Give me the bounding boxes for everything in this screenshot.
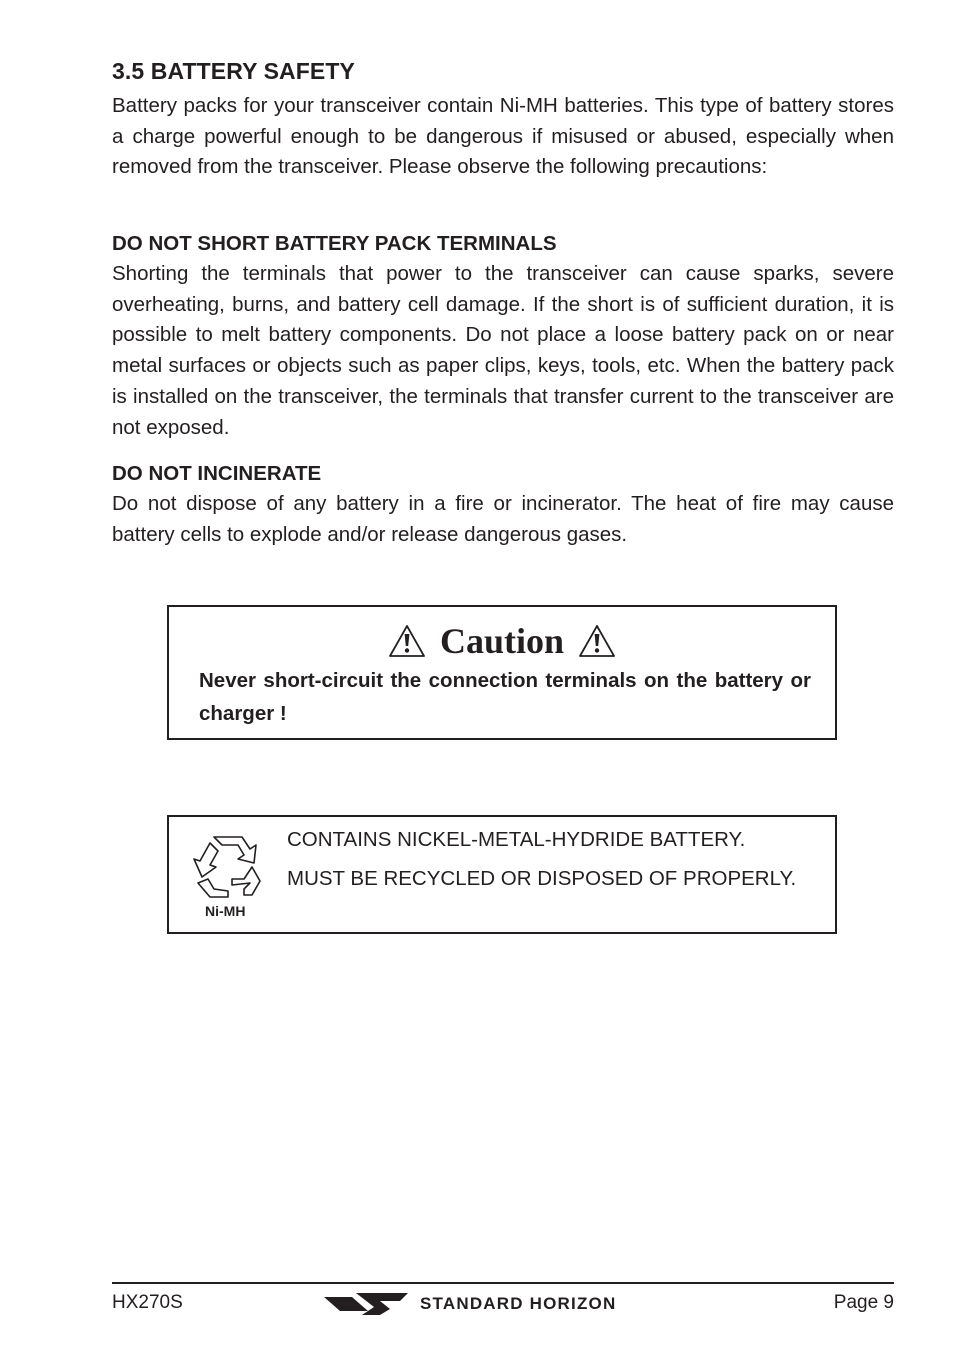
footer-rule: [112, 1282, 894, 1284]
caution-text: Never short-circuit the connection terminals on the battery or charger !: [199, 669, 811, 725]
intro-paragraph: Battery packs for your transceiver contain Ni-MH batteries. This type of battery stores a charge powerful enough to be dangerous if misused or abused, especially when removed from the transceiver. Please observe the following precautions:: [112, 94, 894, 179]
recycle-notice-box: [167, 815, 837, 934]
caution-title: Caution: [439, 621, 565, 661]
page-number: Page 9: [833, 1292, 894, 1313]
warning-triangle-icon: [578, 624, 616, 658]
section-title: 3.5 BATTERY SAFETY: [112, 58, 355, 84]
incinerate-heading: DO NOT INCINERATE: [112, 462, 322, 485]
brand-logo: [322, 1290, 616, 1318]
brand-name: STANDARD HORIZON: [420, 1294, 617, 1313]
short-terminals-paragraph: Shorting the terminals that power to the transceiver can cause sparks, severe overheating, burns, and battery cell damage. If the short is of sufficient duration, it is possible to melt battery components. Do not place a loose battery pack on or near metal surfaces or objects such as paper clips, keys, tools, etc. When the battery pack is installed on the transceiver, the terminals that transfer current to the transceiver are not exposed.: [112, 262, 894, 439]
caution-title-row: [169, 621, 835, 661]
recycle-line-2: MUST BE RECYCLED OR DISPOSED OF PROPERLY.: [287, 867, 797, 890]
warning-triangle-icon: [388, 624, 426, 658]
incinerate-paragraph: Do not dispose of any battery in a fire or incinerator. The heat of fire may cause battery cells to explode and/or release dangerous gases.: [112, 492, 894, 546]
recycle-icon: [192, 833, 264, 899]
recycle-line-1: CONTAINS NICKEL-METAL-HYDRIDE BATTERY.: [287, 828, 746, 851]
footer-model: HX270S: [112, 1292, 183, 1313]
short-terminals-heading: DO NOT SHORT BATTERY PACK TERMINALS: [112, 232, 557, 255]
caution-box: [167, 605, 837, 740]
brand-mark-icon: [322, 1291, 410, 1317]
recycle-label: Ni-MH: [205, 903, 246, 919]
